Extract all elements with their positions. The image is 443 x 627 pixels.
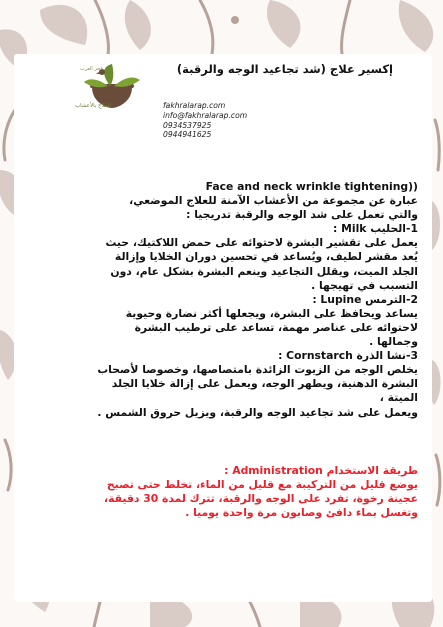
text-line: الميتة ، (379, 391, 418, 405)
section-heading: 2-الترمس Lupine : (312, 292, 418, 306)
leaf-decoration (399, 0, 433, 52)
logo-bottom-text: للعلاج بالأعشاب (75, 103, 112, 109)
leaf-decoration (40, 5, 87, 45)
text-line: عبارة عن مجموعة من الأعشاب الآمنة للعلاج الموضعي، (129, 194, 418, 208)
text-line: والتي تعمل على شد الوجه والرقبة تدريجيا : (186, 208, 418, 222)
dot-decoration (231, 16, 239, 24)
logo-top-text: فخر العرب (80, 66, 103, 72)
section-heading: 3-نشا الذرة Cornstarch : (278, 349, 418, 363)
stem-decoration (435, 120, 439, 170)
usage-heading: طريقة الاستخدام Administration : (224, 464, 418, 477)
leaf-decoration (125, 0, 151, 50)
phone-number[interactable]: 0934537925 (163, 120, 212, 130)
leaf-decoration (267, 0, 300, 48)
usage-instructions (16, 464, 418, 520)
description-text (16, 180, 418, 420)
section-heading: 1-الحليب Milk : (333, 222, 418, 236)
text-line: البشرة الدهنية، ويطهر الوجه، ويعمل على إزالة خلايا الجلد (111, 377, 418, 391)
page-title: إكسير علاج (شد تجاعيد الوجه والرقبة) (176, 62, 393, 76)
text-line: وجمالها . (369, 335, 418, 349)
text-line: التسبب في تهيجها . (311, 278, 418, 292)
text-line: يساعد ويحافظ على البشرة، ويجعلها أكثر نضارة وحيوية (125, 306, 418, 320)
phone-number[interactable]: 0944941625 (163, 130, 212, 140)
text-line: ويعمل على شد تجاعيد الوجه والرقبة، ويزيل حروق الشمس . (97, 405, 418, 419)
text-line: يُعد مقشر لطيف، ويُساعد في تحسين دوران الخلايا وإزالة (114, 250, 418, 264)
text-line: لاحتوائه على عناصر مهمة، تساعد على ترطيب البشرة (134, 320, 418, 334)
leaf-decoration (150, 598, 192, 627)
text-line: يعمل على تقشير البشرة لاحتوائه على حمض اللاكتيك، حيث (105, 236, 418, 250)
usage-line: عجينة رخوة، تفرد على الوجه والرقبة، تترك لمدة 30 دقيقة، (104, 492, 418, 506)
stem-decoration (436, 455, 440, 505)
stem-decoration (95, 0, 108, 55)
stem-decoration (250, 602, 260, 627)
stem-decoration (342, 0, 350, 54)
stem-decoration (5, 440, 11, 490)
email-link[interactable]: info@fakhralarap.com (163, 110, 248, 120)
text-line: يخلص الوجه من الزيوت الزائدة بامتصاصها، وخصوصا لأصحاب (97, 363, 418, 377)
text-line: الجلد الميت، ويقلل التجاعيد وينعم البشرة بشكل عام، دون (110, 264, 418, 278)
stem-decoration (94, 602, 100, 627)
usage-line: وتغسل بماء دافئ وصابون مرة واحدة يوميا . (185, 506, 418, 520)
usage-line: يوضع قليل من التركيبة مع قليل من الماء، تخلط حتى تصبح (106, 478, 418, 492)
contact-info (163, 101, 247, 140)
website-link[interactable]: fakhralarap.com (163, 101, 226, 110)
stem-decoration (200, 0, 213, 54)
text-line: Face and neck wrinkle tightening)) (205, 180, 418, 193)
